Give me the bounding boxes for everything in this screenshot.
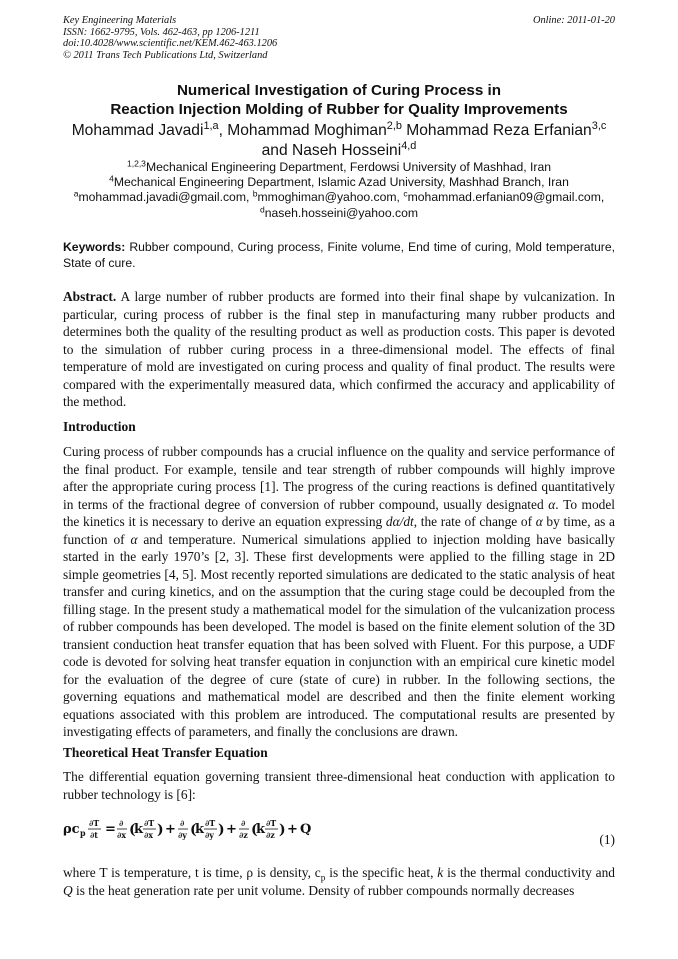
- journal-name: Key Engineering Materials: [63, 15, 177, 26]
- svg-text:∂: ∂: [241, 818, 246, 828]
- text-run: Curing process of rubber compounds has a crucial influence on the quality and service performance of the final product. For example, tensile and tear strength of rubber compounds will highly improve after the appropriate curing process [1]. The progress of the curing reactions is defined quantitatively in terms of the fractional degree of conversion of rubber compound, usually designated: [63, 444, 615, 512]
- keywords-label: Keywords:: [63, 240, 126, 254]
- svg-text:∂t: ∂t: [90, 830, 98, 840]
- email-link[interactable]: mmoghiman@yahoo.com,: [257, 190, 404, 205]
- subscript-p: p: [320, 873, 326, 884]
- svg-text:): ): [157, 822, 164, 838]
- introduction-paragraph: [63, 443, 615, 741]
- title-line-2: Reaction Injection Molding of Rubber for Quality Improvements: [110, 101, 568, 118]
- text-run: is the heat generation rate per unit volume. Density of rubber compounds normally decreases: [72, 882, 575, 898]
- svg-text:+: +: [226, 822, 237, 837]
- email-link[interactable]: mohammad.javadi@gmail.com,: [78, 190, 253, 205]
- author-name: , Mohammad Moghiman: [218, 122, 387, 139]
- theory-paragraph: The differential equation governing transient three-dimensional heat conduction with application to rubber technology is [6]:: [63, 769, 615, 802]
- equation-number: (1): [599, 832, 615, 847]
- theory-paragraph-2: [63, 864, 615, 899]
- section-heading-theory: Theoretical Heat Transfer Equation: [63, 745, 268, 760]
- svg-text:p: p: [80, 828, 86, 838]
- math-alpha: α: [548, 496, 556, 512]
- affiliation-2: Mechanical Engineering Department, Islamic Azad University, Mashhad Branch, Iran: [113, 175, 569, 190]
- email-sup: c: [403, 188, 408, 199]
- heat-equation: [63, 816, 615, 847]
- affil-sup: 4: [109, 173, 114, 184]
- math-k: k: [437, 865, 444, 880]
- author-sup: 1,a: [203, 120, 219, 132]
- svg-text:(: (: [129, 822, 136, 838]
- text-run: where T is temperature, t is time, ρ is density, c: [63, 865, 321, 880]
- author-list: [63, 121, 615, 161]
- author-name: and Naseh Hosseini: [261, 142, 402, 159]
- abstract-text: A large number of rubber products are formed into their final shape by vulcanization. In particular, curing process of rubber is the final step in manufacturing many rubber products and determines both the quality of the resulting product as well as production costs. This paper is devoted to the simulation of rubber curing process in a three-dimensional model. The effects of final temperature of mold are investigated on curing process and quality of final product. The results were compared with the experimentally measured data, which confirmed the accuracy and applicability of the method.: [63, 289, 615, 409]
- keywords: [63, 240, 615, 271]
- svg-text:∂T: ∂T: [144, 818, 155, 828]
- email-link[interactable]: naseh.hosseini@yahoo.com: [264, 205, 419, 220]
- text-run: and temperature. Numerical simulations applied to injection molding have basically started in the early 1970’s [2, 3]. These first developments were applied to the filling stage in 2D simple geometries [4, 5]. Most recently reported simulations are dedicated to the static analysis of heat transfer and curing kinetics, and on the assumption that the curing stage could be decoupled from the filling stage. In the present study a mathematical model for the simulation of the vulcanization process of rubber compounds has been developed. The model is based on the finite element solution of the 3D transient conduction heat transfer equation that has been solved with Fluent. For this purpose, a UDF code is devoted for solving heat transfer equation in conjunction with an empirical cure kinetic model for the evaluation of the degree of cure (state of cure) in rubber. In the following sections, the governing equations and mathematical model are described and then the finite element working equations associated with this problem are introduced. The computational results are presented by investigating effects of parameters, and finally the conclusions are drawn.: [63, 531, 615, 739]
- journal-header: [63, 15, 615, 61]
- title-line-1: Numerical Investigation of Curing Process in: [176, 82, 502, 99]
- svg-text:+: +: [165, 822, 176, 837]
- svg-text:k: k: [195, 822, 205, 837]
- text-run: is the thermal conductivity and: [443, 865, 615, 880]
- text-run: by time, as a function of: [63, 514, 615, 547]
- section-heading-introduction: Introduction: [63, 419, 136, 434]
- email-sup: a: [73, 188, 79, 199]
- paper-title: [63, 81, 615, 119]
- svg-text:(: (: [190, 822, 197, 838]
- svg-text:k: k: [134, 822, 144, 837]
- svg-text:∂x: ∂x: [144, 830, 154, 840]
- affil-sup: 1,2,3: [126, 158, 146, 169]
- svg-text:): ): [279, 822, 286, 838]
- text-run: is the specific heat,: [325, 865, 438, 880]
- text-run: . To model the kinetics it is necessary to derive an equation expressing: [63, 496, 616, 529]
- keywords-text: Rubber compound, Curing process, Finite volume, End time of curing, Mold temperature, State of cure.: [63, 240, 615, 270]
- author-sup: 4,d: [401, 140, 417, 152]
- svg-text:∂: ∂: [119, 818, 124, 828]
- abstract: [63, 288, 615, 411]
- email-link[interactable]: mohammad.erfanian09@gmail.com,: [407, 190, 605, 205]
- svg-text:∂z: ∂z: [266, 830, 275, 840]
- math-alpha: α: [130, 531, 138, 547]
- author-sup: 3,c: [591, 120, 607, 132]
- svg-text:k: k: [256, 822, 266, 837]
- svg-text:ρc: ρc: [63, 822, 80, 837]
- affiliations: [63, 160, 615, 221]
- svg-text:∂T: ∂T: [89, 818, 100, 828]
- copyright-line: © 2011 Trans Tech Publications Ltd, Switzerland: [63, 49, 268, 61]
- issn-line: ISSN: 1662-9795, Vols. 462-463, pp 1206-1211: [63, 26, 260, 38]
- author-name: Mohammad Javadi: [71, 122, 204, 139]
- svg-text:∂y: ∂y: [178, 830, 187, 840]
- svg-text:=: =: [105, 822, 116, 837]
- math-q: Q: [63, 882, 73, 898]
- email-sup: d: [259, 203, 265, 214]
- author-sup: 2,b: [386, 120, 402, 132]
- author-name: Mohammad Reza Erfanian: [401, 122, 592, 139]
- doi-line: doi:10.4028/www.scientific.net/KEM.462-463.1206: [63, 38, 278, 49]
- math-dadt: dα/dt: [385, 514, 414, 529]
- svg-text:∂T: ∂T: [205, 818, 216, 828]
- abstract-label: Abstract.: [63, 289, 117, 304]
- equation-graphic: [63, 816, 333, 844]
- svg-text:∂: ∂: [180, 818, 185, 828]
- email-sup: b: [252, 188, 258, 199]
- svg-text:): ): [218, 822, 225, 838]
- svg-text:Q: Q: [300, 822, 312, 837]
- affiliation-1: Mechanical Engineering Department, Ferdowsi University of Mashhad, Iran: [145, 160, 552, 174]
- svg-text:+: +: [287, 822, 298, 837]
- svg-text:(: (: [251, 822, 258, 838]
- svg-text:∂T: ∂T: [266, 818, 277, 828]
- math-alpha: α: [535, 514, 543, 529]
- text-run: , the rate of change of: [413, 514, 536, 529]
- online-date: Online: 2011-01-20: [532, 15, 615, 26]
- svg-text:∂z: ∂z: [239, 830, 248, 840]
- svg-text:∂y: ∂y: [205, 830, 214, 840]
- svg-text:∂x: ∂x: [117, 830, 127, 840]
